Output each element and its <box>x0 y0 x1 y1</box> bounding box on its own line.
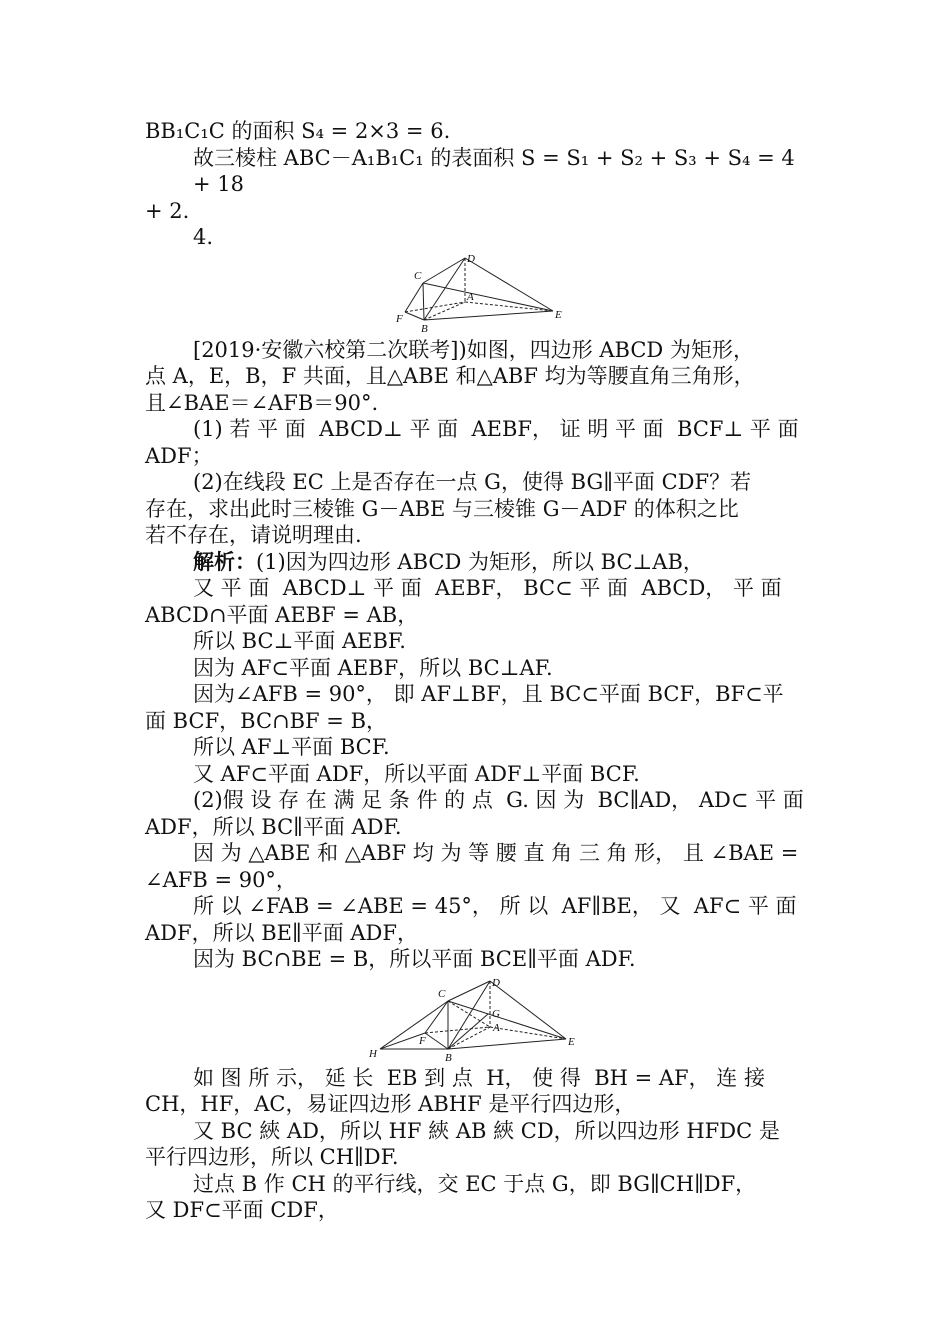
text-line: + 2. <box>145 198 190 223</box>
label-b: B <box>420 322 428 335</box>
problem-line: 且∠BAE＝∠AFB＝90°. <box>145 390 379 415</box>
text-line: 故三棱柱 ABC－A₁B₁C₁ 的表面积 S = S₁ + S₂ + S₃ + S₄ = 4 + 18 <box>193 145 802 196</box>
solution-line: 因为 BC∩BE = B，所以平面 BCE∥平面 ADF. <box>193 947 636 971</box>
problem-line: (2)在线段 EC 上是否存在一点 G，使得 BG∥平面 CDF？若 <box>193 470 752 494</box>
problem-line: (1) 若 平 面 ABCD⊥ 平 面 AEBF， 证 明 平 面 BCF⊥ 平 面 <box>193 417 799 441</box>
solution-line: 所以 AF⊥平面 BCF. <box>193 735 390 759</box>
solution-line: ABCD∩平面 AEBF = AB， <box>145 602 419 627</box>
solution-line <box>145 549 810 576</box>
solution-text: (1)因为四边形 ABCD 为矩形，所以 BC⊥AB， <box>256 549 704 574</box>
text-line: 又 DF⊂平面 CDF， <box>145 1198 339 1222</box>
solution-line: 又 AF⊂平面 ADF，所以平面 ADF⊥平面 BCF. <box>193 761 640 786</box>
problem-line: 若不存在，请说明理由. <box>145 523 362 547</box>
document-page <box>145 118 810 1224</box>
label-e: E <box>554 308 562 321</box>
text-line: 过点 B 作 CH 的平行线，交 EC 于点 G，即 BG∥CH∥DF， <box>193 1171 757 1196</box>
label-f: F <box>395 312 403 325</box>
solution-line: ∠AFB = 90°， <box>145 867 297 892</box>
pyramid-figure-2 <box>368 977 588 1063</box>
solution-heading: 解析： <box>193 548 256 574</box>
problem-line: [2019·安徽六校第二次联考])如图，四边形 ABCD 为矩形， <box>193 337 754 362</box>
problem-line: ADF； <box>145 443 213 468</box>
text-line: CH，HF，AC，易证四边形 ABHF 是平行四边形， <box>145 1092 636 1116</box>
solution-line: 因 为 △ABE 和 △ABF 均 为 等 腰 直 角 三 角 形， 且 ∠BAE = <box>193 841 799 865</box>
solution-line: 又 平 面 ABCD⊥ 平 面 AEBF， BC⊂ 平 面 ABCD， 平 面 <box>193 576 782 600</box>
solution-line: 因为∠AFB = 90°， 即 AF⊥BF，且 BC⊂平面 BCF，BF⊂平 <box>193 682 784 706</box>
label-d: D <box>466 254 475 265</box>
text-line: 平行四边形，所以 CH∥DF. <box>145 1145 399 1169</box>
label-e: E <box>567 1035 575 1048</box>
text-line: 4. <box>193 225 214 249</box>
solution-line: 面 BCF，BC∩BF = B， <box>145 708 388 733</box>
text-line: BB₁C₁C 的面积 S₄ = 2×3 = 6. <box>145 119 451 143</box>
solution-line: 所 以 ∠FAB = ∠ABE = 45°， 所 以 AF∥BE， 又 AF⊂ 平 面 <box>193 894 797 918</box>
pyramid-figure-1 <box>393 255 563 335</box>
solution-line: 因为 AF⊂平面 AEBF，所以 BC⊥AF. <box>193 655 553 680</box>
solution-line: ADF，所以 BC∥平面 ADF. <box>145 814 402 839</box>
label-g: G <box>491 1007 500 1020</box>
problem-line: 点 A，E，B，F 共面，且△ABE 和△ABF 均为等腰直角三角形， <box>145 364 755 388</box>
label-h: H <box>368 1047 377 1060</box>
label-c: C <box>413 269 421 282</box>
text-line: 如 图 所 示， 延 长 EB 到 点 H， 使 得 BH = AF， 连 接 <box>193 1065 765 1090</box>
label-a: A <box>492 1021 500 1034</box>
label-f: F <box>418 1034 426 1047</box>
problem-line: 存在，求出此时三棱锥 G－ABE 与三棱锥 G－ADF 的体积之比 <box>145 496 739 521</box>
solution-line: (2)假 设 存 在 满 足 条 件 的 点 G. 因 为 BC∥AD， AD⊂ 平 面 <box>193 788 804 812</box>
text-line: 又 BC 綊 AD，所以 HF 綊 AB 綊 CD，所以四边形 HFDC 是 <box>193 1118 780 1143</box>
label-c: C <box>437 987 445 1000</box>
label-d: D <box>491 976 500 989</box>
solution-line: ADF，所以 BE∥平面 ADF， <box>145 920 418 945</box>
label-b: B <box>444 1051 452 1063</box>
label-a: A <box>466 290 474 303</box>
solution-line: 所以 BC⊥平面 AEBF. <box>193 629 406 653</box>
